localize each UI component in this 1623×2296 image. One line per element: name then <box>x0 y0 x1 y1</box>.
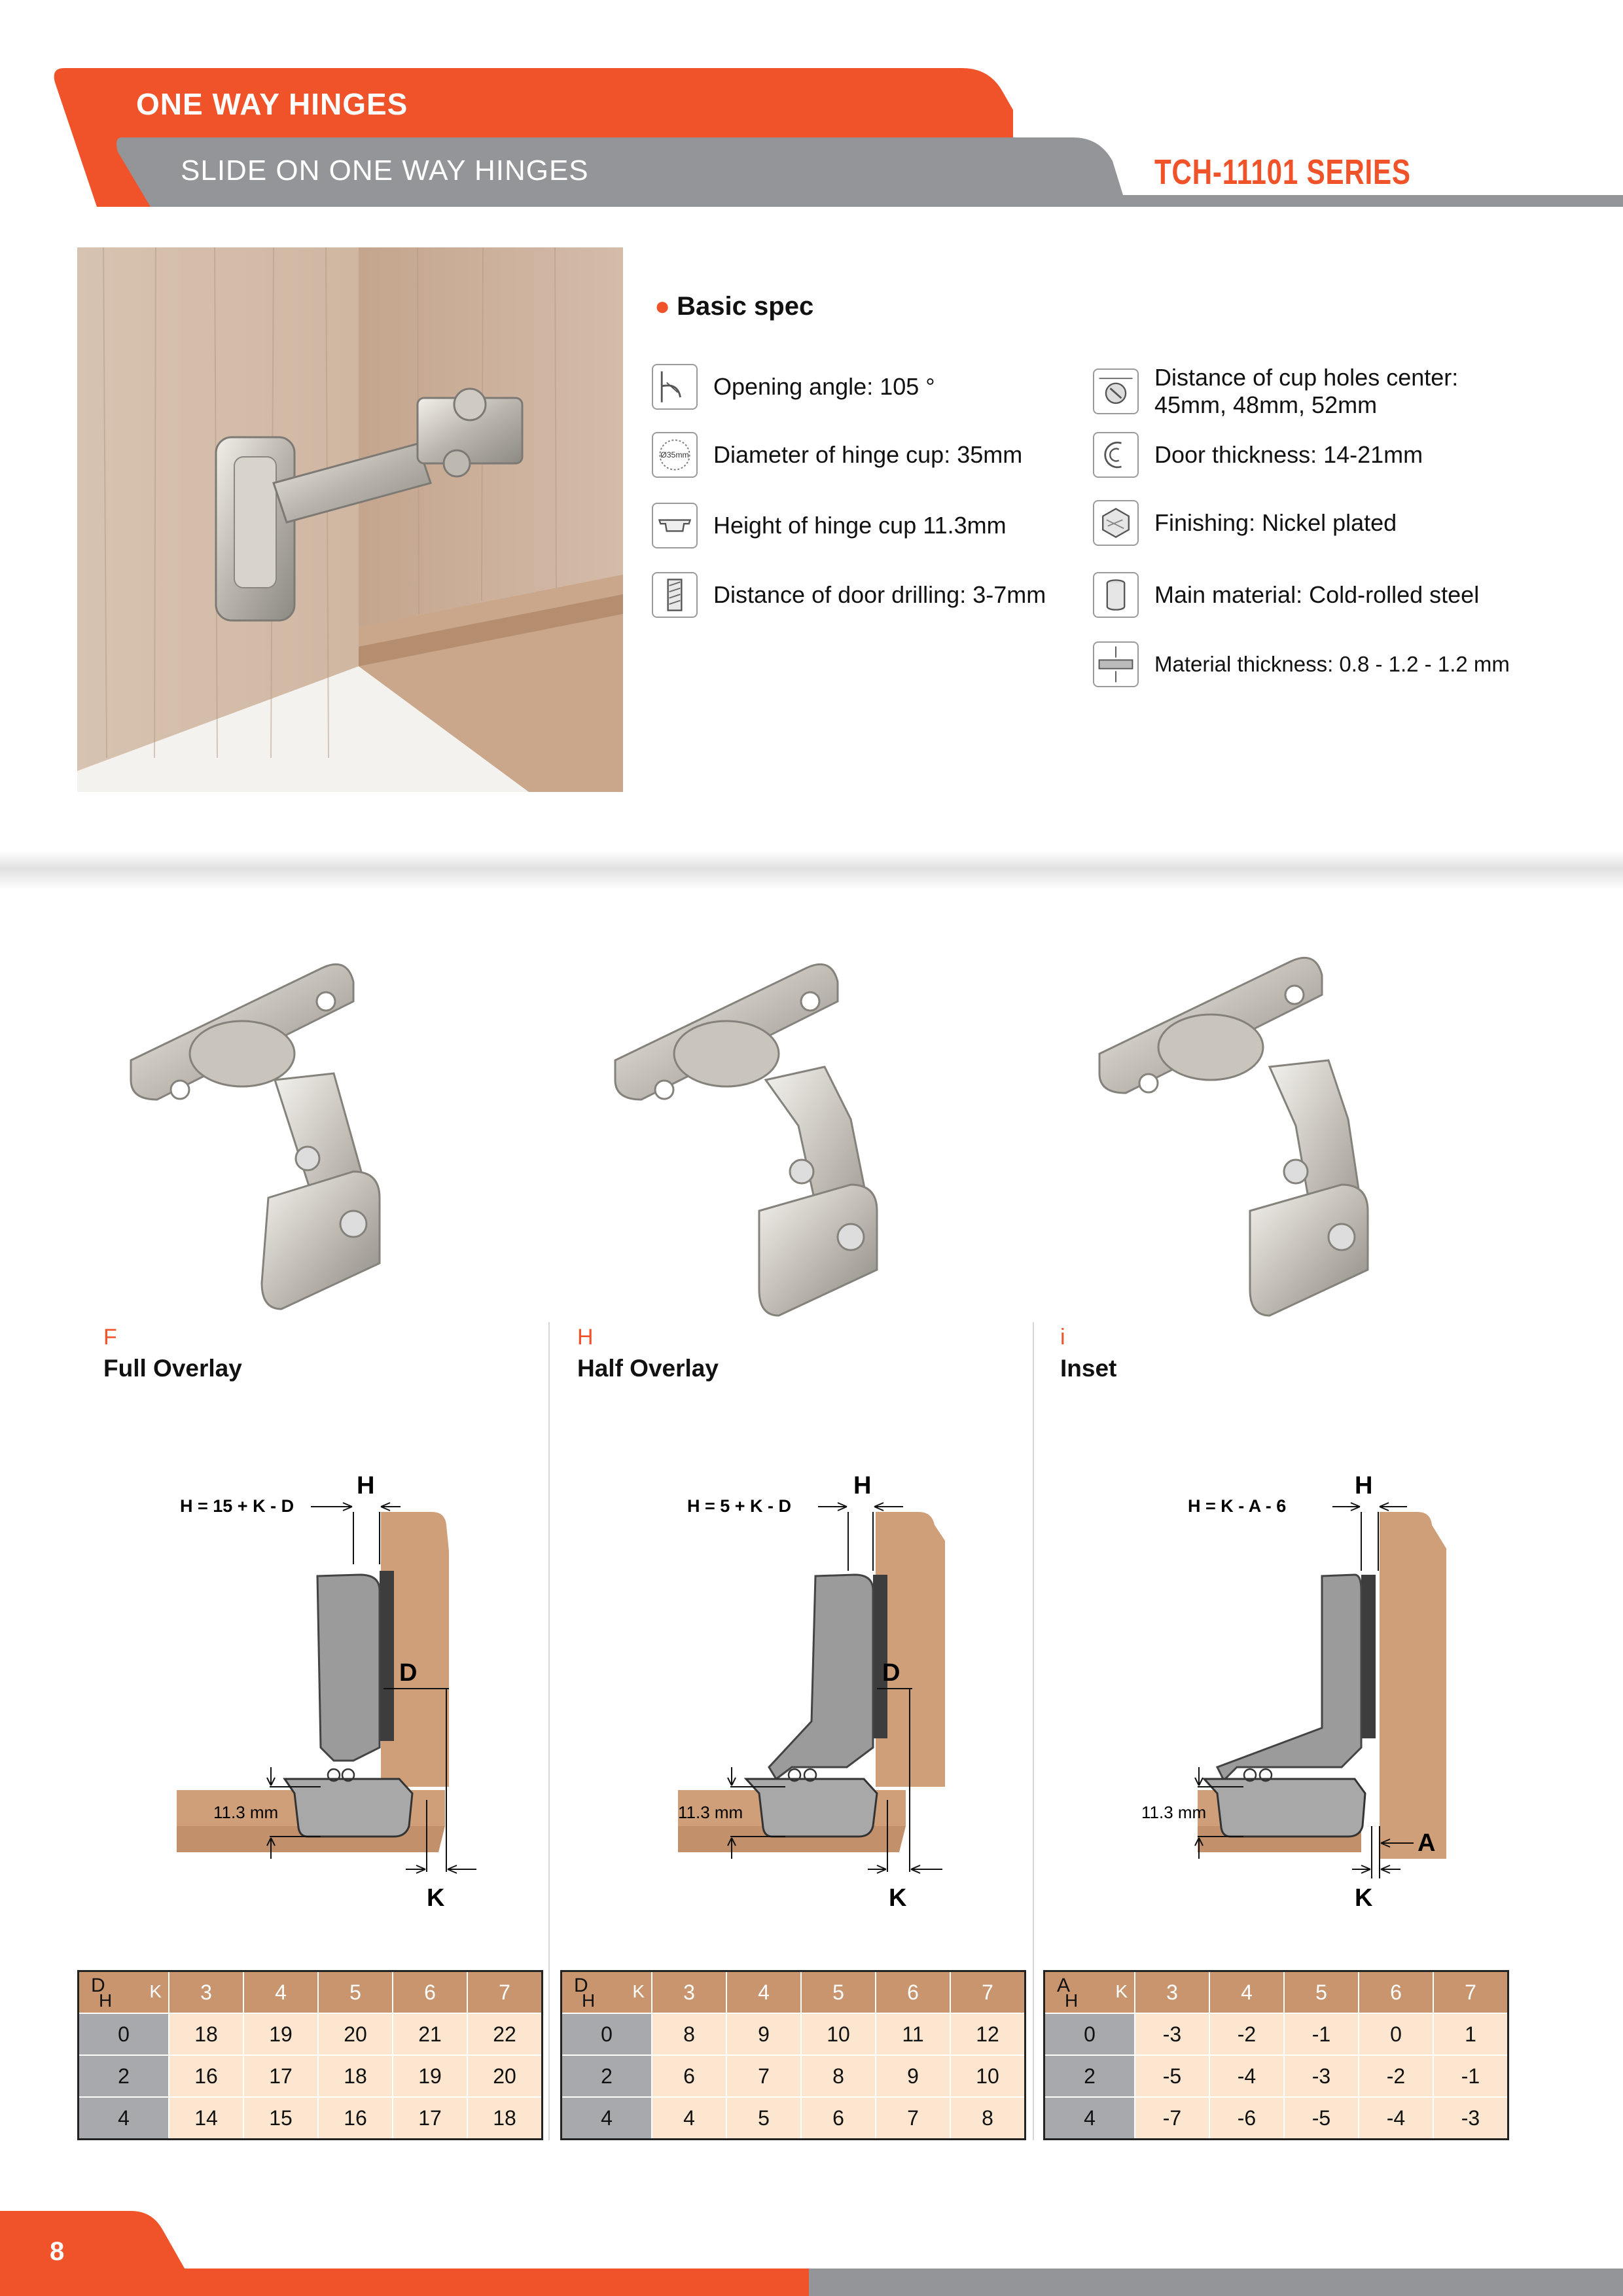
table-cell: 12 <box>950 2013 1026 2055</box>
table-cell: 4 <box>652 2097 726 2140</box>
column-header: 5 <box>318 1971 393 2014</box>
table-cell: 19 <box>243 2013 318 2055</box>
table-cell: 16 <box>169 2055 243 2097</box>
column-header: 6 <box>876 1971 950 2014</box>
column-header: 7 <box>950 1971 1026 2014</box>
svg-text:Ø35mm: Ø35mm <box>660 450 689 459</box>
column-header: 4 <box>1209 1971 1284 2014</box>
diagram-half-overlay <box>654 1460 1021 1918</box>
table-row <box>1044 2097 1508 2140</box>
table-cell: 0 <box>1359 2013 1433 2055</box>
spec-text: Material thickness: 0.8 - 1.2 - 1.2 mm <box>1154 652 1510 676</box>
table-full-overlay <box>77 1970 543 2140</box>
spec-cup-diameter <box>652 432 1022 478</box>
diagram-full-overlay <box>157 1460 524 1918</box>
section-letter-full-overlay: F <box>103 1325 117 1350</box>
cup-holes-icon <box>1093 368 1139 414</box>
table-row <box>79 2097 543 2140</box>
svg-text:H = K - A - 6: H = K - A - 6 <box>1188 1496 1287 1516</box>
spec-door-drilling <box>652 572 1046 618</box>
spec-text: Distance of cup holes center: <box>1154 364 1459 391</box>
table-row <box>79 2055 543 2097</box>
table-cell: 1 <box>1433 2013 1508 2055</box>
table-inset <box>1043 1970 1509 2140</box>
table-cell: 10 <box>950 2055 1026 2097</box>
table-cell: 18 <box>169 2013 243 2055</box>
header-subtitle: SLIDE ON ONE WAY HINGES <box>181 154 589 187</box>
hinge-photo-inset <box>1086 949 1505 1322</box>
spec-heading: ● Basic spec <box>654 292 814 321</box>
table-cell: -1 <box>1284 2013 1359 2055</box>
column-header: 5 <box>801 1971 876 2014</box>
table-half-overlay <box>560 1970 1026 2140</box>
table-cell: -1 <box>1433 2055 1508 2097</box>
table-cell: -2 <box>1209 2013 1284 2055</box>
opening-angle-icon <box>652 364 698 410</box>
spec-text: Distance of door drilling: 3-7mm <box>713 581 1046 608</box>
table-cell: 6 <box>652 2055 726 2097</box>
table-cell: 8 <box>801 2055 876 2097</box>
section-letter-half-overlay: H <box>577 1325 594 1350</box>
hinge-photo-half-overlay <box>602 956 1021 1322</box>
section-title-half-overlay: Half Overlay <box>577 1355 719 1382</box>
series-label: TCH-11101 SERIES <box>1154 152 1411 192</box>
table-cell: -5 <box>1284 2097 1359 2140</box>
svg-text:H: H <box>853 1472 872 1499</box>
table-cell: -5 <box>1135 2055 1209 2097</box>
svg-text:D: D <box>882 1659 901 1687</box>
table-cell: 22 <box>467 2013 543 2055</box>
table-cell: 17 <box>393 2097 467 2140</box>
table-cell: 17 <box>243 2055 318 2097</box>
table-cell: -3 <box>1135 2013 1209 2055</box>
spec-material-thickness <box>1093 641 1510 687</box>
spec-text: Height of hinge cup 11.3mm <box>713 512 1007 539</box>
table-cell: -7 <box>1135 2097 1209 2140</box>
footer-bands <box>0 2206 1623 2296</box>
header-title: ONE WAY HINGES <box>136 87 408 121</box>
svg-text:11.3 mm: 11.3 mm <box>678 1803 743 1822</box>
table-cell: 19 <box>393 2055 467 2097</box>
table-cell: 18 <box>467 2097 543 2140</box>
table-cell: -3 <box>1433 2097 1508 2140</box>
svg-text:H: H <box>357 1472 375 1499</box>
row-header: 4 <box>562 2097 652 2140</box>
section-title-full-overlay: Full Overlay <box>103 1355 242 1382</box>
spec-finishing <box>1093 500 1397 546</box>
section-divider <box>0 851 1623 890</box>
table-cell: 8 <box>652 2013 726 2055</box>
table-cell: 8 <box>950 2097 1026 2140</box>
table-row <box>1044 2055 1508 2097</box>
table-corner: A H K <box>1044 1971 1135 2014</box>
table-cell: 21 <box>393 2013 467 2055</box>
svg-text:K: K <box>889 1884 907 1912</box>
column-header: 4 <box>243 1971 318 2014</box>
svg-text:D: D <box>399 1659 418 1687</box>
column-header: 3 <box>652 1971 726 2014</box>
material-icon <box>1093 572 1139 618</box>
row-header: 4 <box>1044 2097 1135 2140</box>
page-number: 8 <box>50 2237 65 2266</box>
table-cell: 16 <box>318 2097 393 2140</box>
table-cell: 9 <box>876 2055 950 2097</box>
table-cell: 7 <box>726 2055 801 2097</box>
spec-text-line2: 45mm, 48mm, 52mm <box>1154 391 1378 418</box>
column-header: 7 <box>467 1971 543 2014</box>
svg-text:K: K <box>427 1884 445 1912</box>
table-row <box>562 2055 1026 2097</box>
table-cell: -3 <box>1284 2055 1359 2097</box>
column-header: 6 <box>393 1971 467 2014</box>
hinge-photo-full-overlay <box>118 956 537 1322</box>
table-cell: 14 <box>169 2097 243 2140</box>
section-separator <box>548 1322 550 2140</box>
table-cell: 20 <box>318 2013 393 2055</box>
product-photo <box>77 247 623 792</box>
table-cell: -4 <box>1359 2097 1433 2140</box>
section-letter-inset: i <box>1060 1325 1065 1350</box>
column-header: 7 <box>1433 1971 1508 2014</box>
spec-door-thickness <box>1093 432 1423 478</box>
table-row <box>562 2013 1026 2055</box>
table-cell: 20 <box>467 2055 543 2097</box>
diagram-inset <box>1132 1460 1499 1918</box>
svg-text:A: A <box>1418 1829 1436 1857</box>
row-header: 4 <box>79 2097 169 2140</box>
header <box>0 0 1623 216</box>
spec-text: Door thickness: 14-21mm <box>1154 441 1423 468</box>
row-header: 2 <box>79 2055 169 2097</box>
table-cell: 6 <box>801 2097 876 2140</box>
spec-text: Diameter of hinge cup: 35mm <box>713 441 1023 468</box>
column-header: 4 <box>726 1971 801 2014</box>
svg-text:H = 5 + K - D: H = 5 + K - D <box>687 1496 792 1516</box>
spec-cup-height <box>652 503 1007 548</box>
spec-text: Opening angle: 105 ° <box>713 373 935 400</box>
svg-text:11.3 mm: 11.3 mm <box>1141 1803 1207 1822</box>
row-header: 0 <box>562 2013 652 2055</box>
section-title-inset: Inset <box>1060 1355 1117 1382</box>
cup-height-icon <box>652 503 698 548</box>
row-header: 0 <box>79 2013 169 2055</box>
door-drilling-icon <box>652 572 698 618</box>
row-header: 2 <box>1044 2055 1135 2097</box>
table-cell: -2 <box>1359 2055 1433 2097</box>
finishing-icon <box>1093 500 1139 546</box>
row-header: 2 <box>562 2055 652 2097</box>
table-cell: 7 <box>876 2097 950 2140</box>
spec-heading-text: Basic spec <box>677 292 814 321</box>
spec-text: Finishing: Nickel plated <box>1154 509 1397 536</box>
column-header: 5 <box>1284 1971 1359 2014</box>
table-cell: 9 <box>726 2013 801 2055</box>
column-header: 6 <box>1359 1971 1433 2014</box>
cup-diameter-icon <box>652 432 698 478</box>
table-row <box>79 2013 543 2055</box>
table-cell: 11 <box>876 2013 950 2055</box>
svg-text:H: H <box>1355 1472 1373 1499</box>
table-corner: D H K <box>562 1971 652 2014</box>
svg-text:H = 15 + K - D: H = 15 + K - D <box>180 1496 294 1516</box>
spec-opening-angle <box>652 364 935 410</box>
table-corner: D H K <box>79 1971 169 2014</box>
spec-material <box>1093 572 1479 618</box>
svg-text:K: K <box>1355 1884 1373 1912</box>
section-separator <box>1033 1322 1034 2140</box>
table-cell: 18 <box>318 2055 393 2097</box>
table-cell: -4 <box>1209 2055 1284 2097</box>
table-cell: -6 <box>1209 2097 1284 2140</box>
table-row <box>1044 2013 1508 2055</box>
table-cell: 10 <box>801 2013 876 2055</box>
door-thickness-icon <box>1093 432 1139 478</box>
row-header: 0 <box>1044 2013 1135 2055</box>
table-cell: 5 <box>726 2097 801 2140</box>
table-row <box>562 2097 1026 2140</box>
material-thickness-icon <box>1093 641 1139 687</box>
column-header: 3 <box>169 1971 243 2014</box>
table-cell: 15 <box>243 2097 318 2140</box>
spec-text: Main material: Cold-rolled steel <box>1154 581 1480 608</box>
column-header: 3 <box>1135 1971 1209 2014</box>
svg-text:11.3 mm: 11.3 mm <box>213 1803 279 1822</box>
spec-cup-holes <box>1093 364 1458 419</box>
